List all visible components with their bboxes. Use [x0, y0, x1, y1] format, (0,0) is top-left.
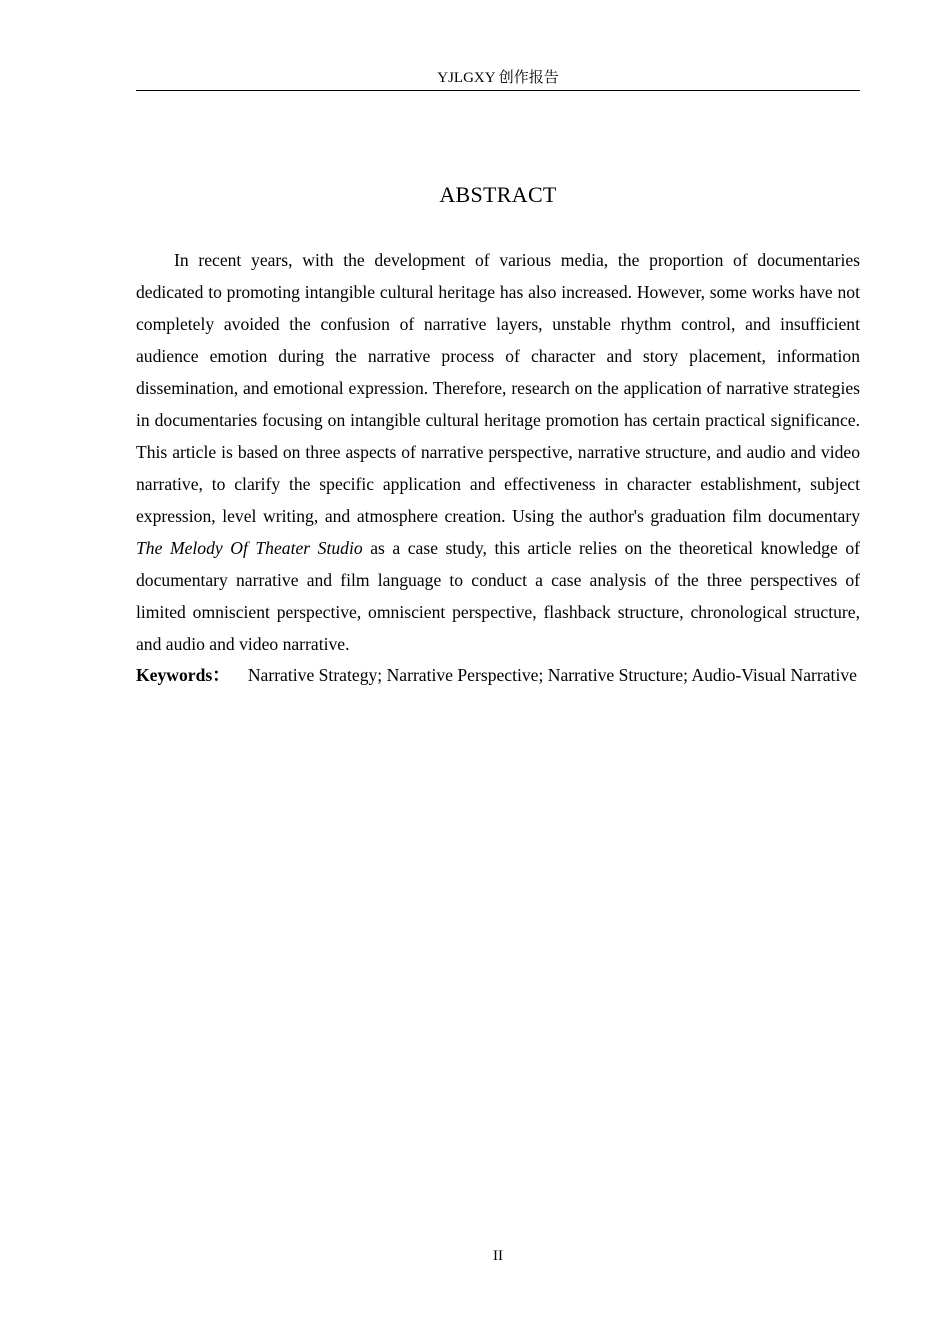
film-title: The Melody Of Theater Studio — [136, 538, 363, 558]
abstract-title: ABSTRACT — [439, 182, 557, 207]
abstract-text-after-title: as a case study, this article relies on the theoretical knowledge of documentary narrative and film language to conduct a case analysis of the three perspectives of limited omniscient perspective, omniscient perspective, flashback structure, chronological structure, and audio and video narrative. — [136, 538, 860, 654]
abstract-paragraph — [136, 244, 860, 660]
page-number: II — [493, 1248, 503, 1264]
keywords-text: Narrative Strategy; Narrative Perspective; Narrative Structure; Audio-Visual Narrative — [247, 665, 857, 685]
keywords-line — [136, 659, 860, 691]
keywords-label: Keywords： — [136, 665, 230, 685]
page-header: YJLGXY 创作报告 — [136, 68, 860, 91]
abstract-text-before-title: In recent years, with the development of various media, the proportion of documentaries dedicated to promoting intangible cultural heritage has also increased. However, some works have not completely avoided the confusion of narrative layers, unstable rhythm control, and insufficient audience emotion during the narrative process of character and story placement, information dissemination, and emotional expression. Therefore, research on the application of narrative strategies in documentaries focusing on intangible cultural heritage promotion has certain practical significance. This article is based on three aspects of narrative perspective, narrative structure, and audio and video narrative, to clarify the specific application and effectiveness in character establishment, subject expression, level writing, and atmosphere creation. Using the author's graduation film documentary — [136, 250, 860, 526]
